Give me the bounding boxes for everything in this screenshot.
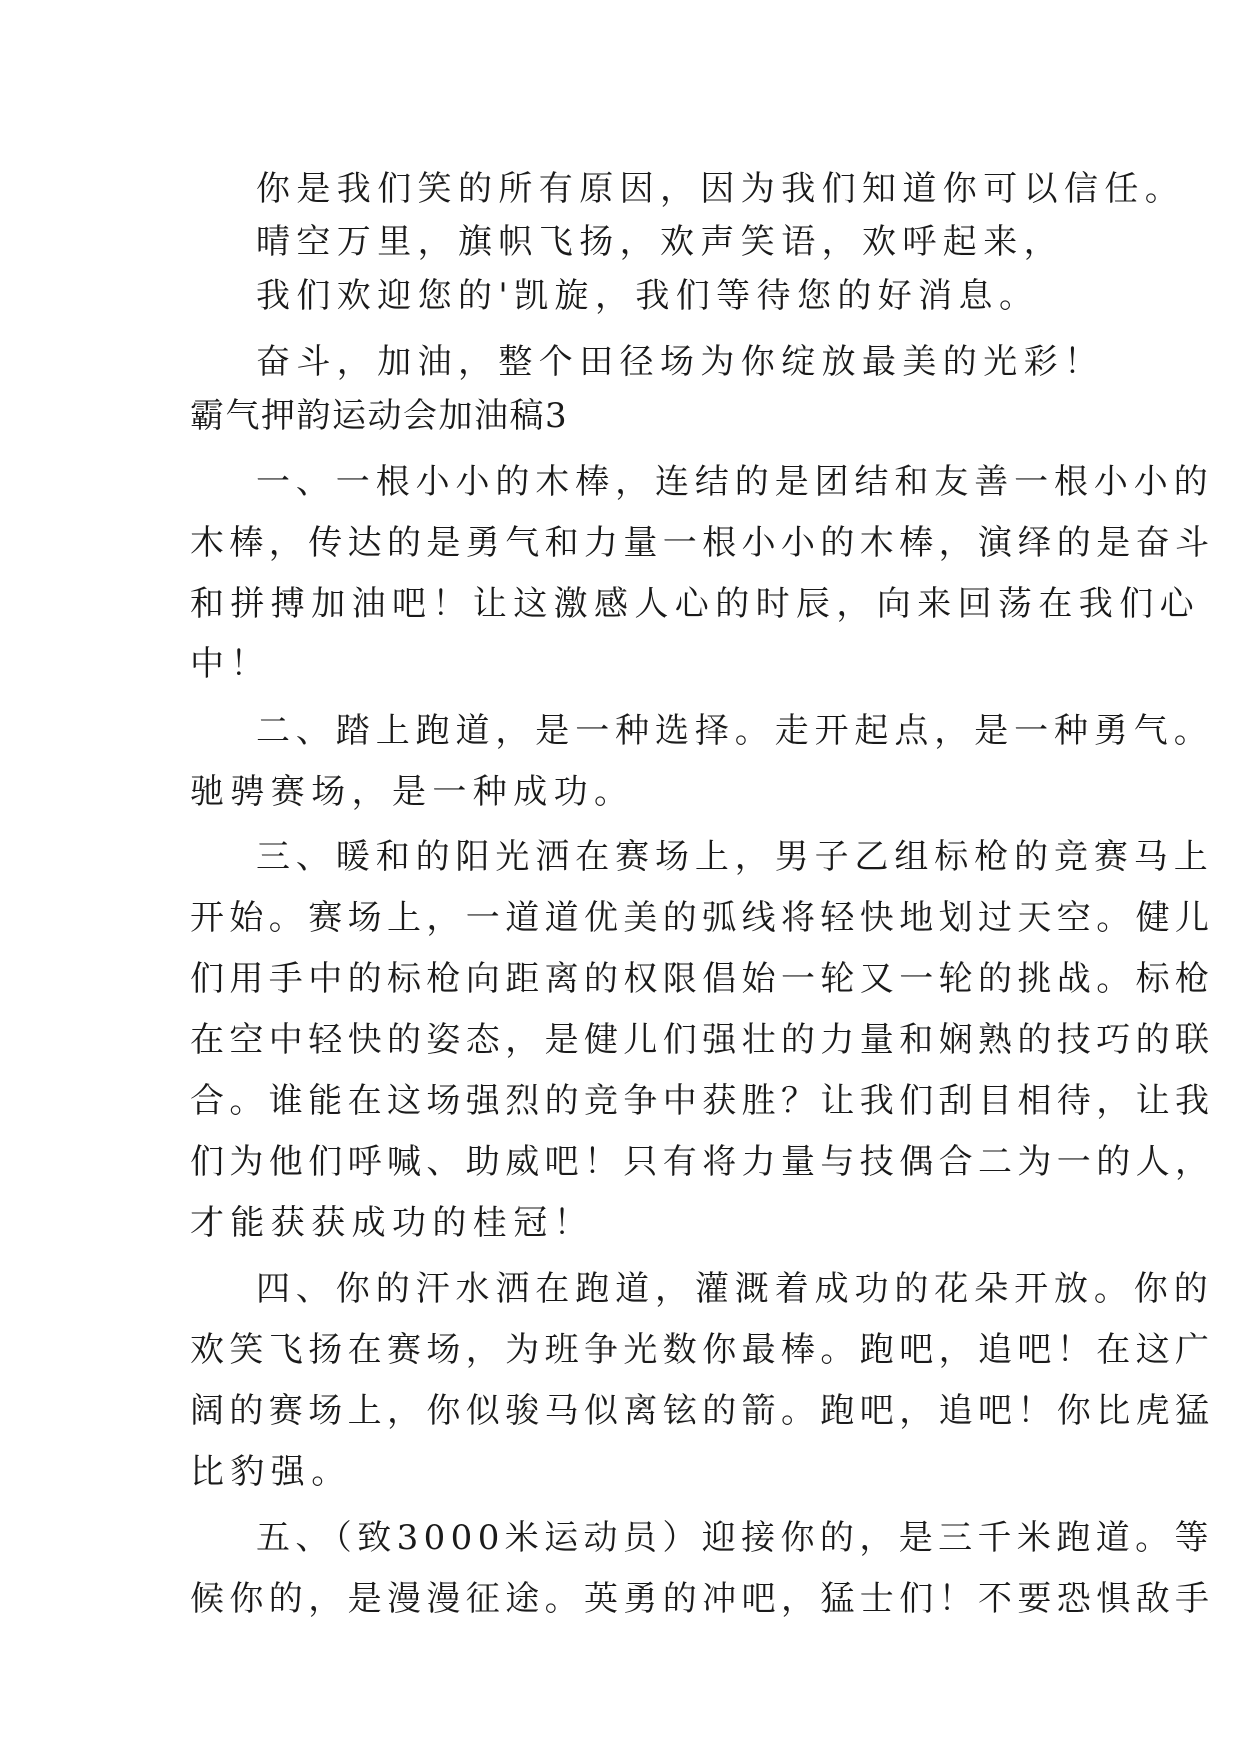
paragraph-line: 合。谁能在这场强烈的竞争中获胜？让我们刮目相待，让我 <box>190 1081 1215 1121</box>
paragraph-line: 四、你的汗水洒在跑道，灌溉着成功的花朵开放。你的 <box>256 1269 1214 1309</box>
paragraph-line: 比豹强。 <box>190 1452 352 1492</box>
paragraph-line: 你是我们笑的所有原因，因为我们知道你可以信任。 <box>256 169 1186 209</box>
paragraph-line: 欢笑飞扬在赛场，为班争光数你最棒。跑吧，追吧！在这广 <box>190 1330 1215 1370</box>
paragraph-line: 候你的，是漫漫征途。英勇的冲吧，猛士们！不要恐惧敌手 <box>190 1579 1215 1619</box>
paragraph-line: 驰骋赛场，是一种成功。 <box>190 772 635 812</box>
paragraph-line: 才能获获成功的桂冠！ <box>190 1203 594 1243</box>
paragraph-line: 阔的赛场上，你似骏马似离铉的箭。跑吧，追吧！你比虎猛 <box>190 1391 1215 1431</box>
paragraph-line: 开始。赛场上，一道道优美的弧线将轻快地划过天空。健儿 <box>190 898 1215 938</box>
paragraph-line: 晴空万里，旗帜飞扬，欢声笑语，欢呼起来， <box>256 222 1064 262</box>
paragraph-line: 木棒，传达的是勇气和力量一根小小的木棒，演绎的是奋斗 <box>190 523 1215 563</box>
paragraph-line: 二、踏上跑道，是一种选择。走开起点，是一种勇气。 <box>256 711 1214 751</box>
paragraph-line: 一、一根小小的木棒，连结的是团结和友善一根小小的 <box>256 462 1214 502</box>
paragraph-line: 和拼搏加油吧！让这激感人心的时辰，向来回荡在我们心 <box>190 584 1200 624</box>
paragraph-line: 三、暖和的阳光洒在赛场上，男子乙组标枪的竞赛马上 <box>256 837 1214 877</box>
paragraph-line: 五、（致3000米运动员）迎接你的，是三千米跑道。等 <box>256 1518 1214 1558</box>
paragraph-line: 们为他们呼喊、助威吧！只有将力量与技偶合二为一的人， <box>190 1142 1215 1182</box>
paragraph-line: 我们欢迎您的'凯旋，我们等待您的好消息。 <box>256 276 1040 316</box>
paragraph-line: 奋斗，加油，整个田径场为你绽放最美的光彩！ <box>256 342 1105 382</box>
paragraph-line: 中！ <box>190 644 271 684</box>
paragraph-line: 在空中轻快的姿态，是健儿们强壮的力量和娴熟的技巧的联 <box>190 1020 1215 1060</box>
paragraph-line: 们用手中的标枪向距离的权限倡始一轮又一轮的挑战。标枪 <box>190 959 1215 999</box>
section-heading: 霸气押韵运动会加油稿3 <box>190 396 569 436</box>
